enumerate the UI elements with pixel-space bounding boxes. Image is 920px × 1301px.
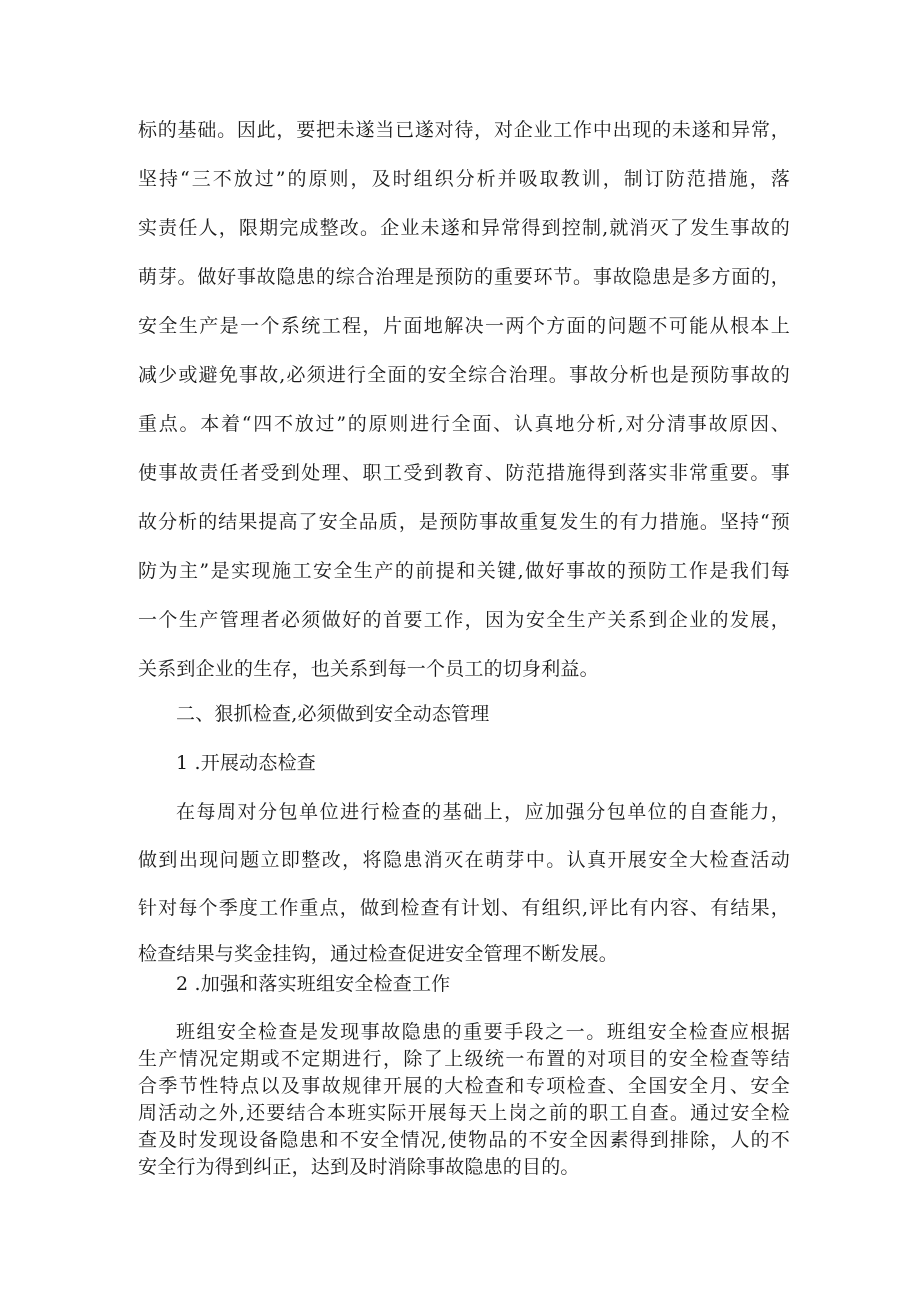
paragraph-line: 在每周对分包单位进行检查的基础上，应加强分包单位的自查能力， — [176, 801, 790, 823]
paragraph-line: 针对每个季度工作重点，做到检查有计划、有组织,评比有内容、有结果， — [138, 897, 790, 919]
paragraph-line: 安全生产是一个系统工程，片面地解决一两个方面的问题不可能从根本上 — [138, 315, 790, 337]
paragraph-line: 周活动之外,还要结合本班实际开展每天上岗之前的职工自查。通过安全检 — [138, 1102, 790, 1124]
paragraph-line: 减少或避免事故,必须进行全面的安全综合治理。事故分析也是预防事故的 — [138, 364, 790, 386]
paragraph-line: 实责任人，限期完成整改。企业未遂和异常得到控制,就消灭了发生事故的 — [138, 217, 790, 239]
subsection-heading: 2 .加强和落实班组安全检查工作 — [176, 973, 451, 995]
paragraph-line: 生产情况定期或不定期进行，除了上级统一布置的对项目的安全检查等结 — [138, 1048, 790, 1070]
paragraph-line: 检查结果与奖金挂钩，通过检查促进安全管理不断发展。 — [138, 943, 619, 965]
paragraph-line: 重点。本着“四不放过”的原则进行全面、认真地分析,对分清事故原因、 — [138, 413, 790, 435]
paragraph-line: 坚持“三不放过”的原则，及时组织分析并吸取教训，制订防范措施，落 — [138, 168, 790, 190]
paragraph-line: 关系到企业的生存，也关系到每一个员工的切身利益。 — [138, 658, 599, 680]
paragraph-line: 一个生产管理者必须做好的首要工作，因为安全生产关系到企业的发展， — [138, 609, 790, 631]
section-heading: 二、狠抓检查,必须做到安全动态管理 — [176, 703, 490, 725]
paragraph-line: 防为主”是实现施工安全生产的前提和关键,做好事故的预防工作是我们每 — [138, 560, 790, 582]
paragraph-line: 合季节性特点以及事故规律开展的大检查和专项检查、全国安全月、安全 — [138, 1075, 790, 1097]
paragraph-line: 查及时发现设备隐患和不安全情况,使物品的不安全因素得到排除，人的不 — [138, 1129, 790, 1151]
paragraph-line: 安全行为得到纠正，达到及时消除事故隐患的目的。 — [138, 1156, 580, 1178]
paragraph-line: 班组安全检查是发现事故隐患的重要手段之一。班组安全检查应根据 — [176, 1021, 790, 1043]
subsection-heading: 1 .开展动态检查 — [176, 752, 316, 774]
paragraph-line: 使事故责任者受到处理、职工受到教育、防范措施得到落实非常重要。事 — [138, 462, 790, 484]
paragraph-line: 故分析的结果提高了安全品质，是预防事故重复发生的有力措施。坚持“预 — [138, 511, 790, 533]
paragraph-line: 标的基础。因此，要把未遂当已遂对待，对企业工作中出现的未遂和异常， — [138, 119, 790, 141]
paragraph-line: 萌芽。做好事故隐患的综合治理是预防的重要环节。事故隐患是多方面的， — [138, 266, 790, 288]
paragraph-line: 做到出现问题立即整改，将隐患消灭在萌芽中。认真开展安全大检查活动 — [138, 849, 790, 871]
